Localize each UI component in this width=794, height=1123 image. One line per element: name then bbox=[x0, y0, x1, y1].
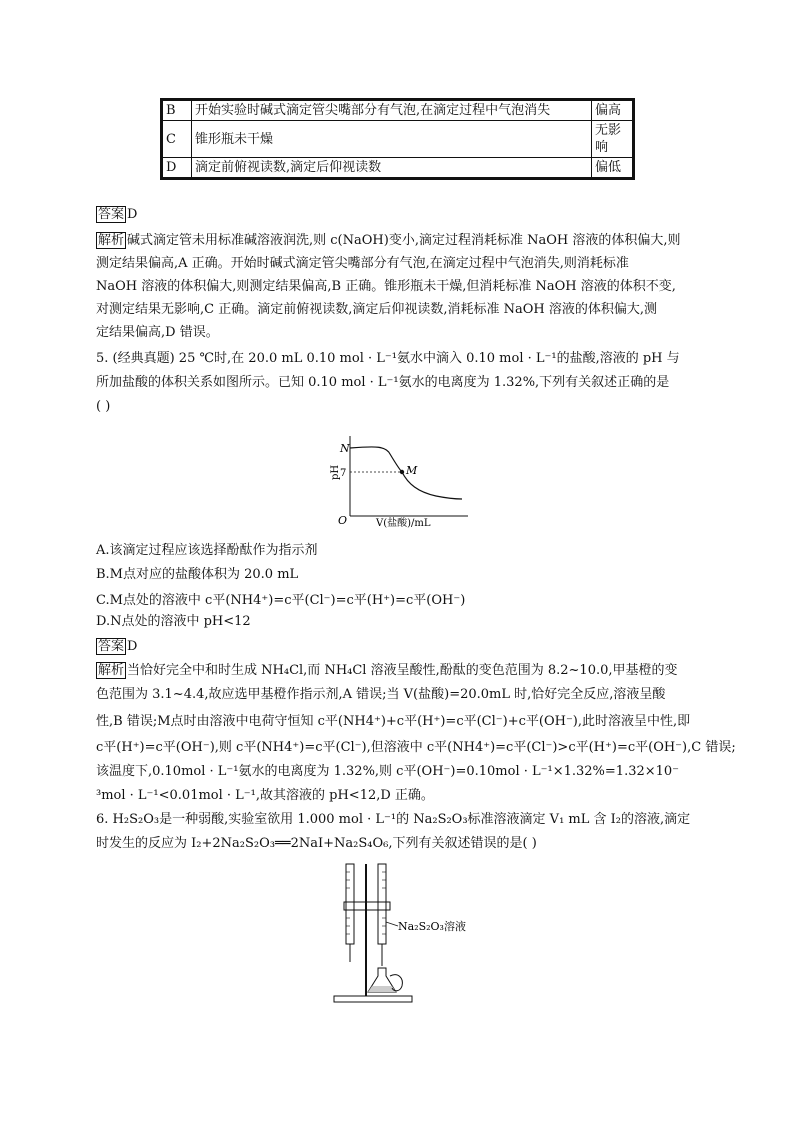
left-burette bbox=[346, 864, 354, 944]
analysis-text: 当恰好完全中和时生成 NH₄Cl,而 NH₄Cl 溶液呈酸性,酚酞的变色范围为 8.2~10.0,甲基橙的变 bbox=[127, 663, 678, 678]
row-key: C bbox=[162, 121, 192, 158]
row-key: B bbox=[162, 100, 192, 121]
q4-analysis-line: 定结果偏高,D 错误。 bbox=[96, 325, 219, 340]
q5-analysis-line: 色范围为 3.1~4.4,故应选甲基橙作指示剂,A 错误;当 V(盐酸)=20.0mL 时,恰好完全反应,溶液呈酸 bbox=[96, 687, 666, 702]
q5-stem-line: 所加盐酸的体积关系如图所示。已知 0.10 mol · L⁻¹氨水的电离度为 1.32%,下列有关叙述正确的是 bbox=[96, 375, 670, 390]
origin-label: O bbox=[338, 514, 348, 527]
option-c: C.M点处的溶液中 c平(NH4⁺)=c平(Cl⁻)=c平(H⁺)=c平(OH⁻) bbox=[96, 593, 466, 608]
analysis-tag: 解析 bbox=[98, 233, 125, 248]
option-b: B.M点对应的盐酸体积为 20.0 mL bbox=[96, 567, 299, 582]
row-description: 滴定前俯视读数,滴定后仰视读数 bbox=[192, 158, 592, 179]
q5-analysis-line: 性,B 错误;M点时由溶液中电荷守恒知 c平(NH4⁺)+c平(H⁺)=c平(Cl⁻)+c平(OH⁻),此时溶液呈中性,即 bbox=[96, 714, 691, 729]
option-d: D.N点处的溶液中 pH<12 bbox=[96, 614, 251, 629]
error-analysis-table bbox=[160, 98, 635, 180]
analysis-text: 碱式滴定管未用标准碱溶液润洗,则 c(NaOH)变小,滴定过程消耗标准 NaOH 溶液的体积偏大,则 bbox=[127, 233, 681, 248]
q5-answer bbox=[96, 636, 137, 658]
q4-analysis-line: 测定结果偏高,A 正确。开始时碱式滴定管尖嘴部分有气泡,在滴定过程中气泡消失,则消耗标准 bbox=[96, 256, 629, 271]
answer-value: D bbox=[127, 639, 138, 654]
right-burette bbox=[378, 864, 386, 944]
y-axis-label: pH bbox=[330, 464, 341, 480]
q5-analysis-line: ³mol · L⁻¹<0.01mol · L⁻¹,故其溶液的 pH<12,D 正确。 bbox=[96, 788, 434, 803]
row-key: D bbox=[162, 158, 192, 179]
point-m-marker bbox=[400, 470, 404, 474]
hand bbox=[390, 975, 402, 991]
row-description: 锥形瓶未干燥 bbox=[192, 121, 592, 158]
left-burette-scale bbox=[346, 872, 350, 934]
answer-value: D bbox=[127, 207, 138, 222]
table-row bbox=[162, 100, 634, 121]
q5-analysis-line bbox=[96, 660, 678, 682]
option-a: A.该滴定过程应该选择酚酞作为指示剂 bbox=[96, 543, 318, 558]
titration-apparatus-figure bbox=[326, 858, 496, 1010]
flask-solution bbox=[368, 986, 396, 992]
stand-base bbox=[334, 996, 412, 1002]
point-m-label: M bbox=[406, 464, 418, 477]
q5-analysis-line: 该温度下,0.10mol · L⁻¹氨水的电离度为 1.32%,则 c平(OH⁻)=0.10mol · L⁻¹×1.32%=1.32×10⁻ bbox=[96, 764, 680, 779]
point-n-label: N bbox=[340, 442, 350, 455]
row-effect: 无影响 bbox=[592, 121, 634, 158]
answer-tag: 答案 bbox=[98, 639, 125, 654]
row-effect: 偏高 bbox=[592, 100, 634, 121]
analysis-tag: 解析 bbox=[98, 663, 125, 678]
q6-stem-line: 时发生的反应为 I₂+2Na₂S₂O₃══2NaI+Na₂S₄O₆,下列有关叙述错误的是( ) bbox=[96, 836, 537, 851]
x-axis-label: V(盐酸)/mL bbox=[376, 518, 431, 529]
row-effect: 偏低 bbox=[592, 158, 634, 179]
na2s2o3-solution-label: Na₂S₂O₃溶液 bbox=[398, 920, 466, 933]
q5-stem-line: ( ) bbox=[96, 399, 111, 414]
q4-answer bbox=[96, 204, 137, 226]
q4-analysis-line: 对测定结果无影响,C 正确。滴定前俯视读数,滴定后仰视读数,消耗标准 NaOH 溶液的体积偏大,测 bbox=[96, 302, 657, 317]
q5-stem-line: 5. (经典真题) 25 ℃时,在 20.0 mL 0.10 mol · L⁻¹氨水中滴入 0.10 mol · L⁻¹的盐酸,溶液的 pH 与 bbox=[96, 351, 680, 366]
q5-analysis-line: c平(H⁺)=c平(OH⁻),则 c平(NH4⁺)=c平(Cl⁻),但溶液中 c平(NH4⁺)=c平(Cl⁻)>c平(H⁺)=c平(OH⁻),C 错误; bbox=[96, 740, 736, 755]
q4-analysis-line: NaOH 溶液的体积偏大,则测定结果偏高,B 正确。锥形瓶未干燥,但消耗标准 NaOH 溶液的体积不变, bbox=[96, 279, 676, 294]
y-tick-7: 7 bbox=[340, 468, 347, 479]
answer-tag: 答案 bbox=[98, 207, 125, 222]
q6-stem-line: 6. H₂S₂O₃是一种弱酸,实验室欲用 1.000 mol · L⁻¹的 Na₂S₂O₃标准溶液滴定 V₁ mL 含 I₂的溶液,滴定 bbox=[96, 812, 691, 827]
label-leader bbox=[386, 922, 398, 926]
table-row bbox=[162, 121, 634, 158]
table-row bbox=[162, 158, 634, 179]
q4-analysis-line bbox=[96, 230, 680, 252]
row-description: 开始实验时碱式滴定管尖嘴部分有气泡,在滴定过程中气泡消失 bbox=[192, 100, 592, 121]
right-burette-scale bbox=[382, 872, 386, 934]
titration-curve-graph bbox=[326, 434, 476, 534]
